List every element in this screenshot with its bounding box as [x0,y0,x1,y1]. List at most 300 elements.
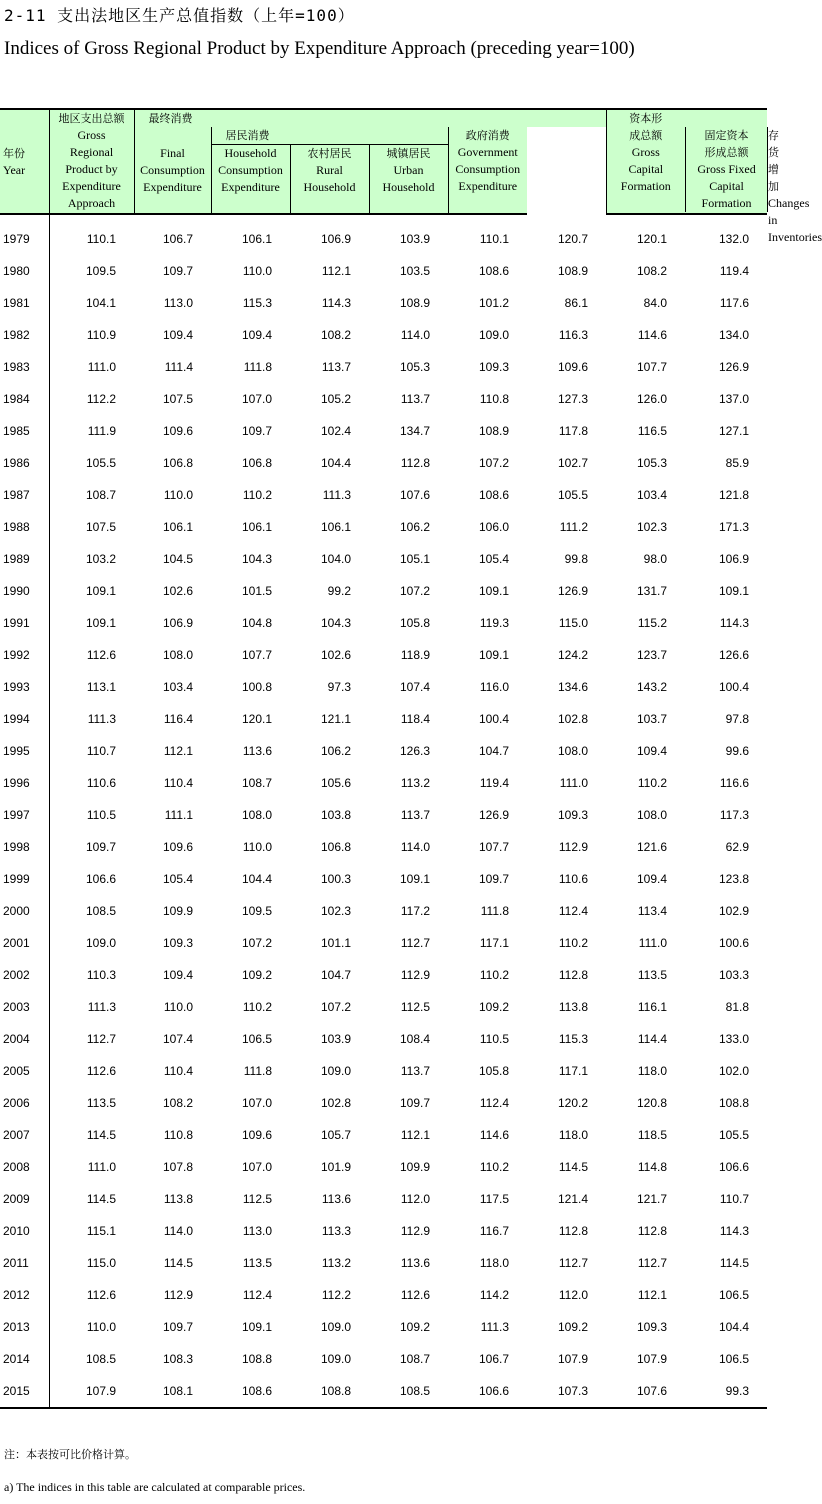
value-cell: 104.7 [478,744,509,758]
value-cell: 102.6 [162,584,193,598]
value-cell: 109.3 [478,360,509,374]
header-rural-en-1: Rural [316,163,343,177]
table-row [0,415,767,447]
value-cell: 109.4 [637,744,668,758]
header-gfcf-en-3: Formation [701,196,752,210]
value-cell: 112.8 [558,968,589,982]
value-cell: 101.1 [320,936,351,950]
year-cell: 1995 [0,735,49,767]
value-cell: 105.5 [85,456,116,470]
header-gov-en-1: Government [457,145,518,159]
header-gcf-en-1: Gross [631,145,660,159]
value-cell: 108.9 [399,296,430,310]
value-cell: 108.7 [85,488,116,502]
value-cell: 111.3 [480,1320,509,1334]
value-cell: 112.9 [558,840,589,854]
header-inv-cn: 存货增加 [768,129,780,193]
year-cell: 2007 [0,1119,49,1151]
value-cell: 112.5 [400,1000,430,1014]
value-cell: 109.7 [162,1320,193,1334]
value-cell: 105.8 [399,616,430,630]
value-cell: 107.2 [241,936,272,950]
value-cell: 114.8 [637,1160,668,1174]
value-cell: 102.8 [320,1096,351,1110]
value-cell: 111.0 [638,936,668,950]
value-cell: 109.4 [637,872,668,886]
value-cell: 112.2 [86,392,116,406]
value-cell: 103.4 [162,680,193,694]
value-cell: 113.5 [86,1096,116,1110]
value-cell: 134.0 [719,328,750,342]
year-cell: 2002 [0,959,49,991]
value-cell: 116.1 [637,1000,668,1014]
value-cell: 110.2 [479,1160,509,1174]
value-cell: 112.4 [479,1096,509,1110]
value-cell: 111.0 [87,360,116,374]
value-cell: 108.4 [399,1032,430,1046]
year-cell: 2011 [0,1247,49,1279]
value-cell: 112.4 [242,1288,272,1302]
value-cell: 117.2 [400,904,430,918]
value-cell: 116.4 [163,712,193,726]
value-cell: 106.7 [478,1352,509,1366]
value-cell: 114.3 [321,296,351,310]
value-cell: 109.4 [241,328,272,342]
value-cell: 103.5 [399,264,430,278]
value-cell: 103.9 [320,1032,351,1046]
table-row [0,671,767,703]
header-final-en-2: Consumption [140,162,205,177]
value-cell: 109.6 [558,360,589,374]
table-row [0,991,767,1023]
year-cell: 2014 [0,1343,49,1375]
value-cell: 113.5 [637,968,668,982]
table-row [0,1023,767,1055]
value-cell: 102.8 [558,712,589,726]
year-cell: 1983 [0,351,49,383]
value-cell: 118.0 [479,1256,509,1270]
value-cell: 112.1 [163,744,193,758]
value-cell: 114.6 [637,328,668,342]
value-cell: 113.6 [321,1192,351,1206]
value-cell: 120.7 [558,231,589,246]
value-cell: 109.5 [241,904,272,918]
value-cell: 120.2 [558,1096,589,1110]
year-cell: 1990 [0,575,49,607]
value-cell: 107.0 [241,392,272,406]
value-cell: 118.9 [400,648,430,662]
table-row [0,735,767,767]
value-cell: 110.1 [86,232,116,246]
header-urban-en-1: Urban [393,163,424,177]
header-gcf-cn-1: 资本形 [629,112,663,125]
value-cell: 108.8 [290,1375,369,1408]
value-cell: 106.0 [478,520,509,534]
value-cell: 108.7 [399,1352,430,1366]
value-cell: 107.6 [606,1375,685,1408]
table-row [0,1183,767,1215]
value-cell: 111.8 [243,360,272,374]
value-cell: 113.4 [637,904,668,918]
value-cell: 123.7 [637,648,668,662]
value-cell: 110.0 [242,840,272,854]
value-cell: 134.7 [399,424,430,438]
value-cell: 114.3 [719,616,750,630]
value-cell: 102.3 [320,904,351,918]
table-row [0,447,767,479]
value-cell: 97.3 [327,680,351,694]
table-body [0,214,767,1408]
value-cell: 106.1 [241,232,272,246]
value-cell: 107.7 [241,648,272,662]
value-cell: 104.5 [162,552,193,566]
value-cell: 104.3 [241,552,272,566]
footnote-chinese: 注：本表按可比价格计算。 [4,1448,136,1461]
value-cell: 171.3 [719,520,750,534]
value-cell: 117.5 [479,1192,509,1206]
value-cell: 107.2 [399,584,430,598]
value-cell: 106.2 [399,520,430,534]
header-gdp-en-3: Product by [65,162,118,176]
value-cell: 109.0 [320,1352,351,1366]
header-gdp [49,109,134,214]
value-cell: 115.0 [86,1256,116,1270]
year-cell: 2015 [0,1375,49,1408]
value-cell: 107.7 [637,360,668,374]
value-cell: 114.3 [719,1224,750,1238]
table-row [0,1311,767,1343]
value-cell: 112.5 [242,1192,272,1206]
value-cell: 120.1 [637,232,668,246]
value-cell: 105.5 [558,488,589,502]
value-cell: 114.5 [558,1160,589,1174]
value-cell: 108.9 [478,424,509,438]
value-cell: 104.4 [320,456,351,470]
header-rural [290,145,369,215]
value-cell: 111.3 [322,488,351,502]
data-table [0,108,822,1409]
value-cell: 103.3 [719,968,750,982]
value-cell: 62.9 [725,840,750,854]
value-cell: 126.9 [558,584,589,598]
value-cell: 108.0 [241,808,272,822]
value-cell: 100.4 [478,712,509,726]
header-inv-en-3: Inventories [768,230,822,244]
year-cell: 2001 [0,927,49,959]
value-cell: 104.4 [719,1320,750,1334]
value-cell: 109.0 [85,936,116,950]
header-inv-en-1: Changes [768,196,810,210]
value-cell: 111.2 [559,520,589,534]
year-cell: 1993 [0,671,49,703]
value-cell: 112.9 [400,1224,430,1238]
header-gdp-en-2: Regional [69,145,114,159]
value-cell: 107.5 [85,520,116,534]
table-row [0,214,767,255]
value-cell: 107.4 [162,1032,193,1046]
header-rural-cn: 农村居民 [307,147,352,160]
value-cell: 109.7 [162,264,193,278]
value-cell: 117.3 [719,808,750,822]
value-cell: 110.9 [86,328,116,342]
value-cell: 107.5 [162,392,193,406]
table-row [0,1215,767,1247]
value-cell: 109.0 [320,1064,351,1078]
value-cell: 116.0 [479,680,509,694]
table-row [0,511,767,543]
value-cell: 114.5 [719,1256,750,1270]
table-title-english: Indices of Gross Regional Product by Expenditure Approach (preceding year=100) [4,38,635,59]
header-gcf-sub [685,109,767,214]
value-cell: 112.8 [637,1224,668,1238]
value-cell: 102.4 [320,424,351,438]
value-cell: 85.9 [725,456,750,470]
header-urban-en-2: Household [382,180,435,194]
year-cell: 1985 [0,415,49,447]
value-cell: 111.8 [243,1064,272,1078]
value-cell: 99.8 [564,552,589,566]
year-cell: 1986 [0,447,49,479]
value-cell: 106.9 [162,616,193,630]
header-final-en-1: Final [160,145,185,160]
value-cell: 115.0 [558,616,589,630]
value-cell: 117.1 [479,936,509,950]
value-cell: 81.8 [725,1000,750,1014]
value-cell: 118.0 [558,1128,589,1142]
value-cell: 110.4 [163,1064,193,1078]
header-gfcf-en-2: Capital [709,179,744,193]
value-cell: 117.1 [558,1064,589,1078]
value-cell: 107.0 [241,1160,272,1174]
value-cell: 113.8 [558,1000,589,1014]
value-cell: 112.7 [637,1256,668,1270]
value-cell: 106.5 [719,1288,750,1302]
header-final-en-3: Expenditure [143,179,202,194]
value-cell: 114.0 [163,1224,193,1238]
header-gdp-cn: 地区支出总额 [58,112,125,125]
table-row [0,1151,767,1183]
value-cell: 107.0 [241,1096,272,1110]
value-cell: 109.2 [558,1320,589,1334]
value-cell: 110.8 [163,1128,193,1142]
year-cell: 1992 [0,639,49,671]
table-row [0,255,767,287]
value-cell: 109.1 [719,584,750,598]
header-gfcf-en-1: Gross Fixed [697,162,756,176]
value-cell: 105.8 [478,1064,509,1078]
value-cell: 109.3 [558,808,589,822]
value-cell: 113.2 [321,1256,351,1270]
table-row [0,767,767,799]
value-cell: 110.6 [86,776,116,790]
value-cell: 99.6 [725,744,750,758]
value-cell: 101.9 [320,1160,351,1174]
value-cell: 112.6 [400,1288,430,1302]
value-cell: 109.3 [162,936,193,950]
table-row [0,927,767,959]
value-cell: 108.5 [85,1352,116,1366]
value-cell: 106.1 [241,520,272,534]
value-cell: 106.8 [162,456,193,470]
value-cell: 113.1 [86,680,116,694]
year-cell: 1999 [0,863,49,895]
value-cell: 119.4 [479,776,509,790]
value-cell: 99.2 [327,584,351,598]
value-cell: 110.2 [479,968,509,982]
value-cell: 112.0 [558,1288,589,1302]
value-cell: 118.5 [637,1128,668,1142]
value-cell: 105.1 [399,552,430,566]
value-cell: 104.3 [320,616,351,630]
value-cell: 110.2 [637,776,668,790]
value-cell: 115.3 [242,296,272,310]
value-cell: 108.0 [162,648,193,662]
value-cell: 111.8 [480,904,509,918]
value-cell: 109.1 [241,1320,272,1334]
value-cell: 114.5 [86,1128,116,1142]
year-cell: 1996 [0,767,49,799]
value-cell: 100.8 [241,680,272,694]
table-row [0,1087,767,1119]
value-cell: 109.1 [478,648,509,662]
value-cell: 108.2 [637,264,668,278]
year-cell: 1984 [0,383,49,415]
value-cell: 107.8 [162,1160,193,1174]
value-cell: 105.2 [320,392,351,406]
value-cell: 107.9 [637,1352,668,1366]
value-cell: 115.1 [86,1224,116,1238]
value-cell: 108.1 [134,1375,211,1408]
value-cell: 106.7 [162,232,193,246]
value-cell: 116.7 [479,1224,509,1238]
value-cell: 124.2 [558,648,589,662]
value-cell: 109.1 [399,872,430,886]
value-cell: 110.5 [86,808,116,822]
table-row [0,575,767,607]
header-gcf-cn-2: 成总额 [629,129,663,142]
year-cell: 2004 [0,1023,49,1055]
header-inv-en-2: in [768,213,778,227]
header-gdp-en-4: Expenditure [62,179,121,193]
year-cell: 1980 [0,255,49,287]
value-cell: 116.6 [719,776,750,790]
value-cell: 117.6 [719,296,750,310]
value-cell: 117.8 [558,424,589,438]
value-cell: 109.1 [85,584,116,598]
header-final-group-cn: 最终消费 [148,112,193,125]
header-gcf-en-2: Capital [628,162,664,176]
value-cell: 107.2 [320,1000,351,1014]
value-cell: 111.3 [87,712,116,726]
value-cell: 127.3 [558,392,589,406]
value-cell: 101.5 [241,584,272,598]
header-gfcf-cn-2: 形成总额 [704,146,749,159]
value-cell: 104.7 [320,968,351,982]
table-row [0,639,767,671]
year-cell: 2013 [0,1311,49,1343]
value-cell: 97.8 [725,712,750,726]
value-cell: 119.3 [479,616,509,630]
value-cell: 106.9 [719,552,750,566]
value-cell: 104.1 [85,296,116,310]
table-row [0,607,767,639]
value-cell: 109.6 [162,424,193,438]
value-cell: 112.9 [163,1288,193,1302]
value-cell: 109.2 [241,968,272,982]
value-cell: 106.5 [719,1352,750,1366]
value-cell: 103.4 [637,488,668,502]
year-cell: 1998 [0,831,49,863]
table-row [0,1279,767,1311]
value-cell: 108.5 [369,1375,448,1408]
table-row [0,1343,767,1375]
value-cell: 115.3 [558,1032,589,1046]
value-cell: 106.8 [241,456,272,470]
value-cell: 118.4 [400,712,430,726]
value-cell: 107.2 [478,456,509,470]
value-cell: 110.3 [86,968,116,982]
header-final [134,127,211,214]
year-cell: 1997 [0,799,49,831]
table-row [0,1055,767,1087]
year-cell: 2008 [0,1151,49,1183]
year-cell: 1987 [0,479,49,511]
value-cell: 109.9 [162,904,193,918]
value-cell: 113.2 [400,776,430,790]
value-cell: 112.7 [558,1256,589,1270]
value-cell: 118.0 [637,1064,668,1078]
header-year-en: Year [3,162,26,177]
header-final-group [134,109,606,127]
year-cell: 1991 [0,607,49,639]
year-cell: 2009 [0,1183,49,1215]
value-cell: 110.7 [86,744,116,758]
value-cell: 113.7 [321,360,351,374]
value-cell: 108.8 [719,1096,750,1110]
value-cell: 105.7 [320,1128,351,1142]
value-cell: 112.1 [400,1128,430,1142]
value-cell: 113.8 [163,1192,193,1206]
value-cell: 109.9 [399,1160,430,1174]
header-hh-en-1: Household [224,146,277,160]
value-cell: 110.8 [479,392,509,406]
value-cell: 113.7 [400,1064,430,1078]
value-cell: 119.4 [719,264,750,278]
value-cell: 98.0 [643,552,668,566]
value-cell: 105.4 [162,872,193,886]
value-cell: 106.5 [241,1032,272,1046]
value-cell: 112.8 [400,456,430,470]
table-row [0,863,767,895]
value-cell: 103.8 [320,808,351,822]
header-gcf-en-3: Formation [620,179,671,193]
value-cell: 113.5 [242,1256,272,1270]
value-cell: 109.6 [241,1128,272,1142]
value-cell: 108.0 [558,744,589,758]
year-cell: 2010 [0,1215,49,1247]
year-cell: 1989 [0,543,49,575]
value-cell: 111.4 [164,360,193,374]
value-cell: 126.0 [637,392,668,406]
value-cell: 121.6 [637,840,668,854]
year-cell: 2012 [0,1279,49,1311]
header-year [0,109,49,214]
value-cell: 103.9 [399,232,430,246]
value-cell: 134.6 [558,680,589,694]
value-cell: 104.0 [320,552,351,566]
table-row [0,799,767,831]
header-gdp-en-5: Approach [67,196,116,210]
